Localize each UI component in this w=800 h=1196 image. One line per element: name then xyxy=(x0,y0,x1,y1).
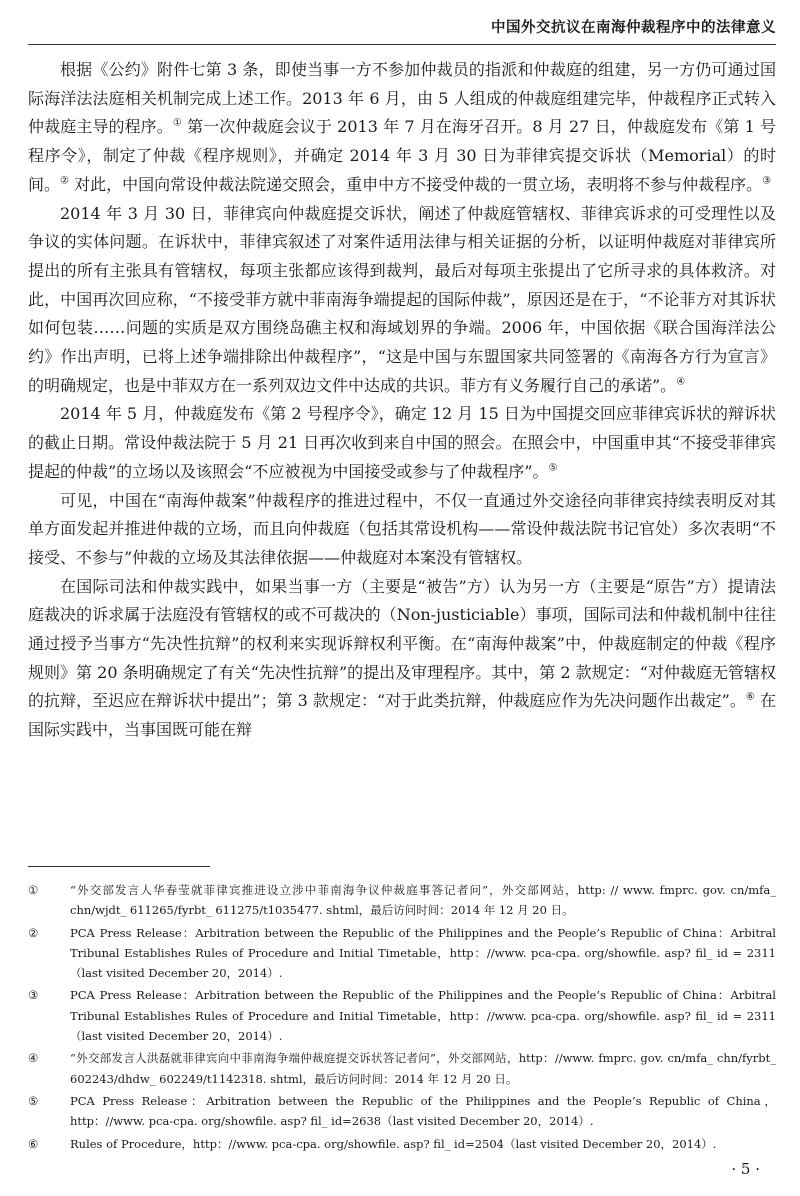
paragraph xyxy=(28,487,776,573)
footnote-text: PCA Press Release：Arbitration between the Republic of the Philippines and the People’s Republic of China：Arbitral Tribunal Establishes Rules of Procedure and Initial Timetable，http：//www. pca-cpa. org/showfile. asp? fil_ id = 2311（last visited December 20，2014）. xyxy=(70,925,776,981)
paragraph-text: 在国际实践中，当事国既可能在辩 xyxy=(28,691,776,740)
footnote-text: “外交部发言人华春莹就菲律宾推进设立涉中菲南海争议仲裁庭事答记者问”，外交部网站，http: // www. fmprc. gov. cn/mfa_ chn/wjdt_ 611265/fyrbt_ 611275/t1035477. shtml，最后访问时间：2014 年 12 月 20 日。 xyxy=(70,883,776,918)
footnotes xyxy=(28,880,776,1156)
footnote-item xyxy=(28,923,776,984)
footnote-item xyxy=(28,1134,776,1154)
footnote-ref[interactable]: ③ xyxy=(762,175,772,187)
paragraph-text: 在国际司法和仲裁实践中，如果当事一方（主要是“被告”方）认为另一方（主要是“原告”方）提请法庭裁决的诉求属于法庭没有管辖权的或不可裁决的（Non-justiciable）事项，国际司法和仲裁机制中往往通过授予当事方“先决性抗辩”的权利来实现诉辩权利平衡。在“南海仲裁案”中，仲裁庭制定的仲裁《程序规则》第 20 条明确规定了有关“先决性抗辩”的提出及审理程序。其中，第 2 款规定：“对仲裁庭无管辖权的抗辩，至迟应在辩诉状中提出”；第 3 款规定：“对于此类抗辩，仲裁庭应作为先决问题作出裁定”。 xyxy=(28,576,776,711)
body-text xyxy=(28,56,776,745)
paragraph-text: 2014 年 3 月 30 日，菲律宾向仲裁庭提交诉状，阐述了仲裁庭管辖权、菲律宾诉求的可受理性以及争议的实体问题。在诉状中，菲律宾叙述了对案件适用法律与相关证据的分析，以证明仲裁庭对菲律宾所提出的所有主张具有管辖权，每项主张都应该得到裁判，最后对每项主张提出了它所寻求的具体救济。对此，中国再次回应称，“不接受菲方就中菲南海争端提起的国际仲裁”，原因还是在于，“不论菲方对其诉状如何包装……问题的实质是双方围绕岛礁主权和海域划界的争端。2006 年，中国依据《联合国海洋法公约》作出声明，已将上述争端排除出仲裁程序”，“这是中国与东盟国家共同签署的《南海各方行为宣言》的明确规定，也是中菲双方在一系列双边文件中达成的共识。菲方有义务履行自己的承诺”。 xyxy=(28,203,776,395)
footnote-mark: ② xyxy=(28,925,39,940)
footnote-ref[interactable]: ⑤ xyxy=(548,462,558,474)
paragraph xyxy=(28,56,776,200)
paragraph xyxy=(28,200,776,401)
footnote-mark: ③ xyxy=(28,988,39,1003)
footnote-mark: ④ xyxy=(28,1051,39,1066)
paragraph-text: 第一次仲裁庭会议于 2013 年 7 月在海牙召开。8 月 27 日，仲裁庭发布《第 1 号程序令》，制定了仲裁《程序规则》，并确定 2014 年 3 月 30 日为菲律宾提交诉状（Memorial）的时间。 xyxy=(28,117,776,194)
footnote-item xyxy=(28,985,776,1046)
footnote-ref[interactable]: ② xyxy=(60,175,69,187)
footnote-mark: ① xyxy=(28,883,39,897)
footnote-ref[interactable]: ⑥ xyxy=(745,692,755,704)
footnote-separator xyxy=(28,866,210,867)
paragraph xyxy=(28,400,776,486)
paragraph-text: 2014 年 5 月，仲裁庭发布《第 2 号程序令》，确定 12 月 15 日为中国提交回应菲律宾诉状的辩诉状的截止日期。常设仲裁法院于 5 月 21 日再次收到来自中国的照会。在照会中，中国重申其“不接受菲律宾提起的仲裁”的立场以及该照会“不应被视为中国接受或参与了仲裁程序”。 xyxy=(28,404,776,481)
footnote-ref[interactable]: ① xyxy=(172,118,182,130)
paragraph-text: 对此，中国向常设仲裁法院递交照会，重申中方不接受仲裁的一贯立场，表明将不参与仲裁程序。 xyxy=(68,174,763,194)
footnote-mark: ⑥ xyxy=(28,1136,39,1151)
footnote-text: PCA Press Release：Arbitration between the Republic of the Philippines and the People’s Republic of China：Arbitral Tribunal Establishes Rules of Procedure and Initial Timetable，http：//www. pca-cpa. org/showfile. asp? fil_ id = 2311（last visited December 20，2014）. xyxy=(70,988,776,1044)
footnote-item xyxy=(28,1048,776,1089)
paragraph-text: 可见，中国在“南海仲裁案”仲裁程序的推进过程中，不仅一直通过外交途径向菲律宾持续表明反对其单方面发起并推进仲裁的立场，而且向仲裁庭（包括其常设机构——常设仲裁法院书记官处）多次表明“不接受、不参与”仲裁的立场及其法律依据——仲裁庭对本案没有管辖权。 xyxy=(28,490,776,567)
paragraph xyxy=(28,573,776,745)
footnote-text: Rules of Procedure，http：//www. pca-cpa. org/showfile. asp? fil_ id=2504（last visited December 20，2014）. xyxy=(70,1136,717,1151)
footnote-item xyxy=(28,880,776,921)
footnote-text: “外交部发言人洪磊就菲律宾向中菲南海争端仲裁庭提交诉状答记者问”，外交部网站，http：//www. fmprc. gov. cn/mfa_ chn/fyrbt_ 602243/dhdw_ 602249/t1142318. shtml，最后访问时间：2014 年 12 月 20 日。 xyxy=(70,1051,776,1086)
header-title: 中国外交抗议在南海仲裁程序中的法律意义 xyxy=(491,20,776,36)
footnote-item xyxy=(28,1091,776,1132)
paragraph-text: 根据《公约》附件七第 3 条，即使当事一方不参加仲裁员的指派和仲裁庭的组建，另一方仍可通过国际海洋法法庭相关机制完成上述工作。2013 年 6 月，由 5 人组成的仲裁庭组建完毕，仲裁程序正式转入仲裁庭主导的程序。 xyxy=(28,60,776,137)
footnote-ref[interactable]: ④ xyxy=(676,376,686,388)
running-header xyxy=(28,12,776,45)
footnote-mark: ⑤ xyxy=(28,1093,39,1108)
footnote-text: PCA Press Release：Arbitration between the Republic of the Philippines and the People’s Republic of China，http：//www. pca-cpa. org/showfile. asp? fil_ id=2638（last visited December 20，2014）. xyxy=(70,1093,776,1129)
page-number: · 5 · xyxy=(731,1160,760,1178)
